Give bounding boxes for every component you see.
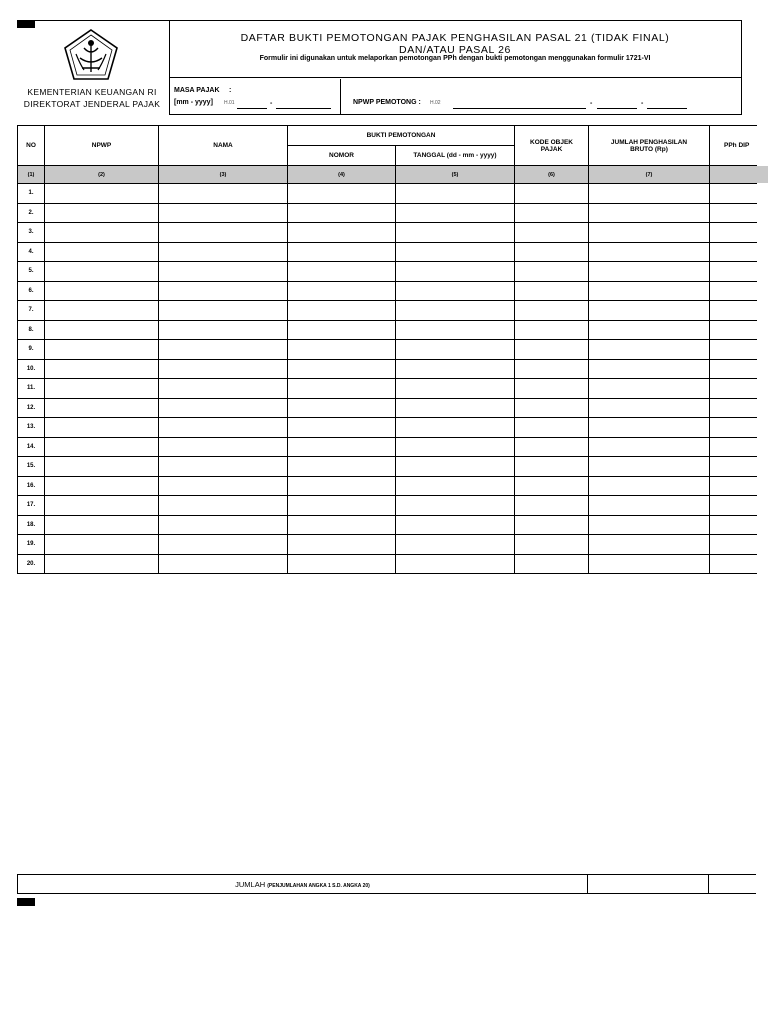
table-cell[interactable]	[515, 457, 589, 477]
table-row	[18, 418, 757, 438]
form-title-line-1: DAFTAR BUKTI PEMOTONGAN PAJAK PENGHASILAN PASAL 21 (TIDAK FINAL)	[240, 32, 670, 44]
col-header-pph: PPh DIP	[710, 126, 757, 166]
masa-pajak-code: H.01	[224, 100, 235, 106]
table-cell[interactable]	[288, 262, 396, 282]
kode-line-2: PAJAK	[540, 145, 563, 153]
row-number: 15.	[18, 457, 45, 477]
table-cell[interactable]	[396, 437, 515, 457]
table-cell[interactable]	[45, 203, 159, 223]
table-cell[interactable]	[396, 418, 515, 438]
table-cell[interactable]	[159, 398, 288, 418]
npwp-field-2[interactable]	[597, 108, 637, 109]
table-cell[interactable]	[396, 457, 515, 477]
row-number: 5.	[18, 262, 45, 282]
table-cell[interactable]	[396, 515, 515, 535]
table-cell[interactable]	[710, 301, 757, 321]
table-row	[18, 340, 757, 360]
table-cell[interactable]	[515, 496, 589, 516]
jumlah-line-1: JUMLAH PENGHASILAN	[610, 138, 688, 146]
col-header-npwp: NPWP	[45, 126, 159, 166]
table-cell[interactable]	[710, 262, 757, 282]
table-cell[interactable]	[396, 398, 515, 418]
table-cell[interactable]	[515, 418, 589, 438]
table-cell[interactable]	[45, 476, 159, 496]
table-cell[interactable]	[396, 535, 515, 555]
col-num: (4)	[288, 166, 396, 184]
table-row	[18, 379, 757, 399]
table-cell[interactable]	[589, 554, 710, 574]
table-cell[interactable]	[288, 242, 396, 262]
table-cell[interactable]	[515, 262, 589, 282]
table-cell[interactable]	[515, 535, 589, 555]
table-cell[interactable]	[589, 320, 710, 340]
table-cell[interactable]	[45, 223, 159, 243]
table-row	[18, 515, 757, 535]
form-subtitle: Formulir ini digunakan untuk melaporkan pemotongan PPh dengan bukti pemotongan menggunakan formulir 1721-VI	[259, 55, 651, 62]
col-header-bukti: BUKTI PEMOTONGAN	[288, 126, 515, 146]
table-cell[interactable]	[589, 476, 710, 496]
table-cell[interactable]	[396, 301, 515, 321]
col-header-nomor: NOMOR	[288, 146, 396, 166]
table-cell[interactable]	[45, 418, 159, 438]
table-cell[interactable]	[288, 535, 396, 555]
jumlah-bruto-total[interactable]	[588, 875, 709, 894]
table-cell[interactable]	[710, 320, 757, 340]
table-cell[interactable]	[45, 457, 159, 477]
table-cell[interactable]	[710, 359, 757, 379]
row-number: 3.	[18, 223, 45, 243]
row-number: 10.	[18, 359, 45, 379]
table-cell[interactable]	[396, 203, 515, 223]
form-title-line-2: DAN/ATAU PASAL 26	[399, 44, 511, 56]
table-cell[interactable]	[710, 418, 757, 438]
npwp-field-3[interactable]	[647, 108, 687, 109]
table-cell[interactable]	[159, 535, 288, 555]
table-cell[interactable]	[396, 340, 515, 360]
table-cell[interactable]	[710, 535, 757, 555]
table-cell[interactable]	[45, 515, 159, 535]
table-cell[interactable]	[396, 476, 515, 496]
table-cell[interactable]	[45, 554, 159, 574]
table-cell[interactable]	[159, 476, 288, 496]
table-cell[interactable]	[710, 223, 757, 243]
table-cell[interactable]	[288, 418, 396, 438]
table-row	[18, 242, 757, 262]
table-cell[interactable]	[288, 301, 396, 321]
jumlah-pph-total[interactable]	[709, 875, 756, 894]
col-header-jumlah	[589, 126, 710, 166]
table-row	[18, 281, 757, 301]
masa-month-field[interactable]	[237, 108, 267, 109]
table-cell[interactable]	[710, 203, 757, 223]
col-num: (6)	[515, 166, 589, 184]
table-cell[interactable]	[710, 515, 757, 535]
table-cell[interactable]	[396, 281, 515, 301]
table-cell[interactable]	[159, 457, 288, 477]
table-cell[interactable]	[710, 379, 757, 399]
table-cell[interactable]	[515, 223, 589, 243]
row-number: 11.	[18, 379, 45, 399]
table-cell[interactable]	[589, 418, 710, 438]
table-cell[interactable]	[710, 476, 757, 496]
table-cell[interactable]	[589, 281, 710, 301]
table-row	[18, 457, 757, 477]
table-cell[interactable]	[288, 203, 396, 223]
table-cell[interactable]	[288, 515, 396, 535]
table-row	[18, 476, 757, 496]
masa-pajak-colon: :	[229, 87, 232, 94]
table-cell[interactable]	[159, 379, 288, 399]
npwp-pemotong-label: NPWP PEMOTONG :	[353, 99, 421, 106]
table-cell[interactable]	[589, 535, 710, 555]
table-cell[interactable]	[288, 398, 396, 418]
table-cell[interactable]	[288, 554, 396, 574]
table-cell[interactable]	[45, 535, 159, 555]
table-cell[interactable]	[589, 359, 710, 379]
table-cell[interactable]	[515, 554, 589, 574]
table-cell[interactable]	[515, 398, 589, 418]
col-num: (5)	[396, 166, 515, 184]
table-cell[interactable]	[45, 281, 159, 301]
table-cell[interactable]	[45, 359, 159, 379]
table-row	[18, 554, 757, 574]
ministry-emblem-icon	[62, 28, 120, 82]
table-cell[interactable]	[288, 223, 396, 243]
row-number: 17.	[18, 496, 45, 516]
table-cell[interactable]	[288, 320, 396, 340]
table-cell[interactable]	[589, 379, 710, 399]
table-cell[interactable]	[710, 184, 757, 204]
npwp-dash-1: -	[590, 100, 593, 107]
table-cell[interactable]	[45, 242, 159, 262]
row-number: 9.	[18, 340, 45, 360]
table-cell[interactable]	[288, 476, 396, 496]
table-row	[18, 184, 757, 204]
table-cell[interactable]	[45, 184, 159, 204]
table-cell[interactable]	[589, 262, 710, 282]
table-cell[interactable]	[515, 359, 589, 379]
table-cell[interactable]	[515, 515, 589, 535]
table-cell[interactable]	[159, 301, 288, 321]
table-cell[interactable]	[288, 379, 396, 399]
table-cell[interactable]	[710, 554, 757, 574]
table-cell[interactable]	[589, 203, 710, 223]
row-number: 14.	[18, 437, 45, 457]
masa-dash: -	[270, 100, 273, 107]
table-row	[18, 203, 757, 223]
npwp-code: H.02	[430, 100, 441, 106]
col-num: (7)	[589, 166, 710, 184]
table-cell[interactable]	[515, 301, 589, 321]
row-number: 7.	[18, 301, 45, 321]
table-cell[interactable]	[589, 184, 710, 204]
table-cell[interactable]	[159, 437, 288, 457]
table-cell[interactable]	[45, 379, 159, 399]
table-cell[interactable]	[288, 496, 396, 516]
col-num: (3)	[159, 166, 288, 184]
table-cell[interactable]	[159, 223, 288, 243]
org-line-1: KEMENTERIAN KEUANGAN RI	[27, 87, 157, 97]
table-cell[interactable]	[589, 398, 710, 418]
table-cell[interactable]	[515, 184, 589, 204]
table-cell[interactable]	[396, 379, 515, 399]
table-row	[18, 301, 757, 321]
table-cell[interactable]	[159, 515, 288, 535]
row-number: 2.	[18, 203, 45, 223]
kode-line-1: KODE OBJEK	[530, 138, 573, 146]
masa-pajak-label: MASA PAJAK	[174, 87, 220, 94]
jumlah-note: (PENJUMLAHAN ANGKA 1 S.D. ANGKA 20)	[267, 882, 370, 889]
col-header-no: NO	[18, 126, 45, 166]
table-row	[18, 320, 757, 340]
bukti-pemotongan-table	[17, 125, 757, 574]
table-cell[interactable]	[396, 242, 515, 262]
table-cell[interactable]	[288, 457, 396, 477]
jumlah-label-cell	[18, 875, 588, 894]
table-cell[interactable]	[589, 437, 710, 457]
table-cell[interactable]	[710, 281, 757, 301]
table-cell[interactable]	[159, 340, 288, 360]
organization-name	[17, 86, 167, 110]
row-number: 20.	[18, 554, 45, 574]
table-cell[interactable]	[159, 359, 288, 379]
table-cell[interactable]	[159, 281, 288, 301]
row-number: 16.	[18, 476, 45, 496]
table-cell[interactable]	[159, 242, 288, 262]
table-cell[interactable]	[710, 437, 757, 457]
jumlah-row	[17, 874, 756, 894]
table-cell[interactable]	[515, 476, 589, 496]
table-cell[interactable]	[710, 242, 757, 262]
table-cell[interactable]	[396, 496, 515, 516]
col-header-tanggal: TANGGAL (dd - mm - yyyy)	[396, 146, 515, 166]
table-cell[interactable]	[396, 262, 515, 282]
table-cell[interactable]	[45, 320, 159, 340]
table-cell[interactable]	[45, 437, 159, 457]
table-cell[interactable]	[396, 184, 515, 204]
table-row	[18, 535, 757, 555]
table-cell[interactable]	[159, 262, 288, 282]
table-cell[interactable]	[288, 281, 396, 301]
table-cell[interactable]	[515, 281, 589, 301]
table-cell[interactable]	[515, 437, 589, 457]
table-cell[interactable]	[396, 554, 515, 574]
row-number: 12.	[18, 398, 45, 418]
table-cell[interactable]	[515, 340, 589, 360]
row-number: 6.	[18, 281, 45, 301]
table-row	[18, 437, 757, 457]
table-cell[interactable]	[589, 496, 710, 516]
table-cell[interactable]	[159, 184, 288, 204]
table-cell[interactable]	[515, 320, 589, 340]
table-cell[interactable]	[159, 203, 288, 223]
table-row	[18, 359, 757, 379]
masa-pajak-format: [mm - yyyy]	[174, 99, 213, 106]
table-cell[interactable]	[288, 437, 396, 457]
table-cell[interactable]	[396, 223, 515, 243]
table-cell[interactable]	[45, 398, 159, 418]
table-cell[interactable]	[589, 340, 710, 360]
col-header-kode	[515, 126, 589, 166]
table-cell[interactable]	[45, 262, 159, 282]
npwp-field-1[interactable]	[453, 108, 586, 109]
table-cell[interactable]	[589, 301, 710, 321]
table-cell[interactable]	[589, 515, 710, 535]
table-cell[interactable]	[159, 554, 288, 574]
table-cell[interactable]	[396, 320, 515, 340]
table-row	[18, 262, 757, 282]
column-number-row-overflow	[750, 166, 768, 183]
table-cell[interactable]	[288, 340, 396, 360]
jumlah-line-2: BRUTO (Rp)	[630, 145, 668, 153]
registration-mark-bottom	[17, 898, 35, 906]
row-number: 1.	[18, 184, 45, 204]
npwp-dash-2: -	[641, 100, 644, 107]
table-cell[interactable]	[710, 340, 757, 360]
table-cell[interactable]	[159, 320, 288, 340]
table-cell[interactable]	[45, 301, 159, 321]
table-cell[interactable]	[710, 457, 757, 477]
row-number: 4.	[18, 242, 45, 262]
row-number: 13.	[18, 418, 45, 438]
jumlah-label: JUMLAH	[235, 879, 266, 889]
table-cell[interactable]	[589, 242, 710, 262]
table-row	[18, 398, 757, 418]
table-cell[interactable]	[710, 496, 757, 516]
table-row	[18, 496, 757, 516]
table-cell[interactable]	[288, 359, 396, 379]
table-cell[interactable]	[159, 496, 288, 516]
masa-year-field[interactable]	[276, 108, 331, 109]
table-cell[interactable]	[515, 203, 589, 223]
table-cell[interactable]	[710, 398, 757, 418]
col-num: (2)	[45, 166, 159, 184]
column-number-row	[18, 166, 757, 184]
table-row	[18, 223, 757, 243]
table-cell[interactable]	[515, 242, 589, 262]
table-cell[interactable]	[159, 418, 288, 438]
table-cell[interactable]	[589, 457, 710, 477]
table-cell[interactable]	[288, 184, 396, 204]
table-cell[interactable]	[45, 340, 159, 360]
row-number: 19.	[18, 535, 45, 555]
col-num: (1)	[18, 166, 45, 184]
table-cell[interactable]	[396, 359, 515, 379]
table-cell[interactable]	[515, 379, 589, 399]
row-number: 18.	[18, 515, 45, 535]
table-cell[interactable]	[589, 223, 710, 243]
org-line-2: DIREKTORAT JENDERAL PAJAK	[23, 99, 161, 109]
col-header-nama: NAMA	[159, 126, 288, 166]
table-cell[interactable]	[45, 496, 159, 516]
row-number: 8.	[18, 320, 45, 340]
